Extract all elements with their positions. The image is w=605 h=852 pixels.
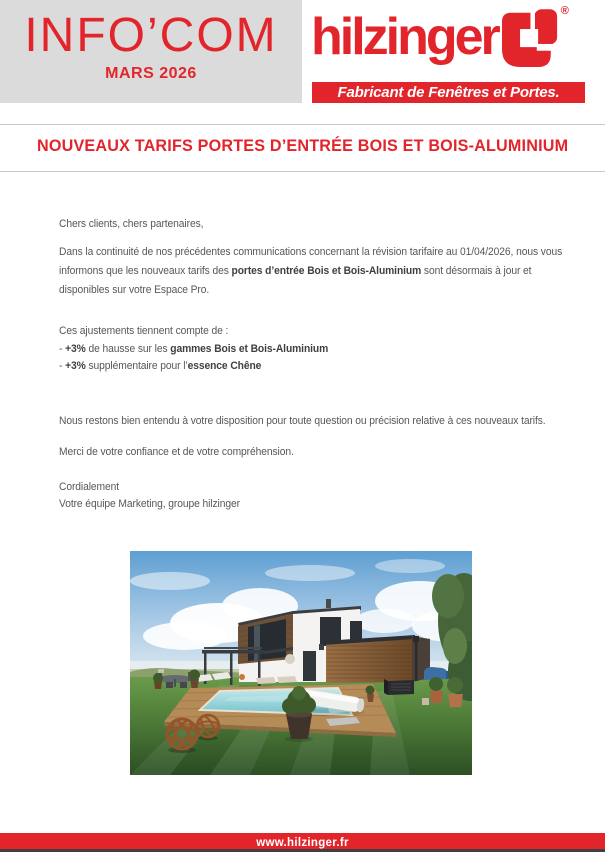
masthead-title: INFO’COM — [24, 9, 278, 62]
bullet-dash: - — [59, 359, 66, 372]
footer-url[interactable]: www.hilzinger.fr — [256, 837, 349, 849]
divider-top — [0, 124, 605, 125]
adjustments-paragraph: Ces ajustements tiennent compte de : — [59, 325, 229, 337]
masthead-date: MARS 2026 — [105, 65, 197, 82]
bullet-mid: de hausse sur les — [85, 343, 171, 355]
bullet-item — [59, 341, 564, 358]
logo-glyph — [502, 8, 558, 70]
bullet-bold: gammes Bois et Bois-Aluminium — [170, 343, 329, 355]
bullet-bold: +3% — [65, 359, 86, 372]
brand-row — [311, 5, 589, 70]
bullet-item — [59, 358, 564, 375]
contact-paragraph: Nous restons bien entendu à votre disposition pour toute question ou précision relative à ces nouveaux tarifs. — [59, 415, 546, 427]
thanks-paragraph: Merci de votre confiance et de votre compréhension. — [59, 446, 294, 458]
intro-pre: Dans la continuité de nos précédentes communications concernant la révision tarifaire au 01/04/2026, nous vous informons que les nouveaux tarifs des — [59, 246, 563, 277]
intro-paragraph — [59, 243, 564, 300]
masthead — [0, 0, 302, 103]
headline-text: NOUVEAUX TARIFS PORTES D’ENTRÉE BOIS ET BOIS-ALUMINIUM — [36, 136, 569, 155]
brand-tagline: Fabricant de Fenêtres et Portes. — [337, 84, 560, 101]
divider-bottom — [0, 171, 605, 172]
brand-block — [311, 5, 589, 105]
bullet-dash: - — [59, 343, 66, 355]
bullet-bold: essence Chêne — [187, 359, 262, 372]
intro-post: sont désormais à jour et disponibles sur votre Espace Pro. — [59, 265, 532, 296]
bullet-list — [59, 341, 564, 374]
headline — [0, 136, 605, 156]
house-photo — [130, 551, 472, 775]
salutation: Chers clients, chers partenaires, — [59, 218, 204, 230]
closing-line2: Votre équipe Marketing, groupe hilzinger — [59, 497, 240, 510]
tagline-banner — [312, 82, 585, 103]
hilzinger-logo-icon — [502, 5, 569, 70]
intro-bold: portes d’entrée Bois et Bois-Aluminium — [231, 265, 422, 277]
registered-mark: ® — [560, 5, 569, 17]
house-photo-illustration — [130, 551, 472, 775]
footer-bar — [0, 833, 605, 849]
closing — [59, 479, 564, 512]
bullet-bold: +3% — [65, 343, 86, 355]
photo-annex — [323, 635, 430, 683]
bullet-mid: supplémentaire pour l’ — [85, 359, 188, 372]
closing-line1: Cordialement — [59, 481, 120, 493]
brand-wordmark: hilzinger — [311, 8, 498, 66]
photo-heat-pump — [384, 679, 414, 695]
